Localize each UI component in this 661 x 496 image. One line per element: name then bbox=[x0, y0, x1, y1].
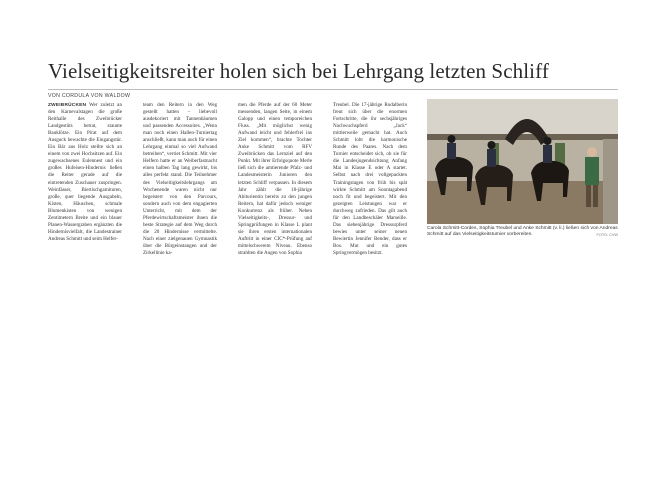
rider-left-helmet bbox=[448, 135, 456, 143]
rider-right-body bbox=[543, 145, 552, 163]
rider-middle-helmet bbox=[488, 141, 496, 149]
headline-divider bbox=[48, 89, 618, 90]
column-3-text: men die Pferde auf der 60 Meter messenden, langen Seite, in einem Galopp und einen temporeichen Fluss. „Mit möglichst wenig Aufwand leicht und fehlerfrei ins Ziel kommen“, brachte Tochter Anke Schmitt vom RFV Zweibrücken das Lernziel auf den Punkt. Mit ihrer Erfolgsquote Merle ließ sich die amtierende Pfalz- und Landesmeisterin Junioren den letzten Schliff verpassen. In diesem Jahr zählt die 18-jährige Abiturientin bereits zu den jungen Reitern, hat dafür jedoch weniger Konkurrenz als früher. Neben Vielseitigkeits-, Dressur- und Springprüfungen in Klasse L plant sie ihren ersten internationalen Auftritt in einer CIC*-Prüfung auf mittelschwerem Niveau. Ebenso strahlten die Augen von Sophia bbox=[238, 102, 312, 256]
article-column-2 bbox=[143, 102, 217, 257]
article-dateline: ZWEIBRÜCKEN bbox=[48, 103, 87, 108]
photo-credit: FOTO: CVW bbox=[596, 233, 618, 237]
article-photo bbox=[427, 99, 618, 224]
hall-pillar bbox=[603, 139, 618, 224]
column-1-text: Wer zuletzt an den Karnevalstagen die große Reithalle des Zweibrücker Landgestüts betrat, staunte Bauklötze. Ein Pirat auf dem Ausguck bewachte die Eingangstür. Ein Bär aus Holz stellte sich an einem von zwei Hochsitzen auf. Ein zugewachsenes Eulennest und ein großes Hufeisen-Hindernis ließen die Reiter gerade auf die eintretenden Zuschauer zuspringen. Weinfässer, Biertischgarnituren, große, quer liegende Ausgabeln, Kisten, Häuschen, schmale Blumenkisten von wenigen Zentimetern Breite und ein blauer Planen-Wassergraben ergänzten die Hindernisvielfalt, die Landestrainer Andreas Schmitt und seim Helfer- bbox=[48, 102, 122, 242]
newspaper-clipping bbox=[48, 58, 618, 256]
trainer-leg-left bbox=[586, 185, 591, 207]
rider-right-helmet bbox=[544, 137, 552, 145]
column-2-text: team den Reitern in den Weg gestellt hatten – liebevoll ausdekoriert mit Tannenbäumen und passenden Accessoires. „Wenn man noch einen Hallen-Turniertag anschließt, kann man auch für einen Lehrgang einmal so viel Aufwand betreiben“, verriet Schmitt. Mit vier Helfern hatte er an Weiberfastnacht einen halben Tag lang gewirkt, bis alles perfekt stand. Die Teilnehmer des Vielseitigkeitslehrgangs am Wochenende waren nicht nur begeistert von den Parcours, sondern auch von dem engagierten Unterricht, mit dem der Pferdewirtschaftsmeister ihnen die beste Strategie auf dem Weg durch die 20 Hindernisse vermittelte. Nach einer zielgenauen Gymnastik über die Bürgeinstangen und der Zirkellinie ka- bbox=[143, 102, 217, 256]
riding-hall-photo bbox=[427, 99, 618, 224]
article-column-1 bbox=[48, 102, 122, 243]
article-column-4 bbox=[333, 102, 407, 257]
column-4-text: Treubel. Die 17-jährige Rodalberin freut sich über die enormen Fortschritte, die ihr sechsjähriges Nachwuchspferd „Jack“ mittlerweile gemacht hat. Auch Schmitt lobt die harmonische Runde des Paares. Nach dem Turnier entscheidet sich, ob sie für die Landesjugendsichtung Anfang Mai in Klasse E oder A startet. Selbst nach drei vollgepackten Trainingstagen von früh bis spät wirkte Schmitt am Sonntagabend noch fit und begeistert. Mit den gezeigten Leistungen war er durchweg zufrieden. Das gilt auch für den Landbeschäler Marseille. Das siebenjährige Dressurpferd bewies unter seiner neuen Bewiertin Jennifer Bender, dass er Bos. Mut und ein gutes Springvermögen besitzt. bbox=[333, 102, 407, 256]
rider-middle-body bbox=[487, 149, 496, 167]
article-byline: VON CORDULA VON WALDOW bbox=[48, 93, 131, 99]
photo-caption: Carola Schmitt-Cordes, Sophia Treubel und Anke Schmitt (v. li.) ließen sich von Andreas Schmitt auf das Vielseitigkeitsturnier vorbereiten. bbox=[427, 226, 618, 238]
trainer-jacket bbox=[585, 157, 599, 185]
trainer-head bbox=[587, 147, 597, 157]
article-headline: Vielseitigkeitsreiter holen sich bei Lehrgang letzten Schliff bbox=[48, 59, 549, 83]
article-column-3 bbox=[238, 102, 312, 257]
hall-wall-rail bbox=[427, 134, 618, 140]
rider-left-body bbox=[447, 143, 456, 159]
trainer-leg-right bbox=[593, 185, 598, 207]
